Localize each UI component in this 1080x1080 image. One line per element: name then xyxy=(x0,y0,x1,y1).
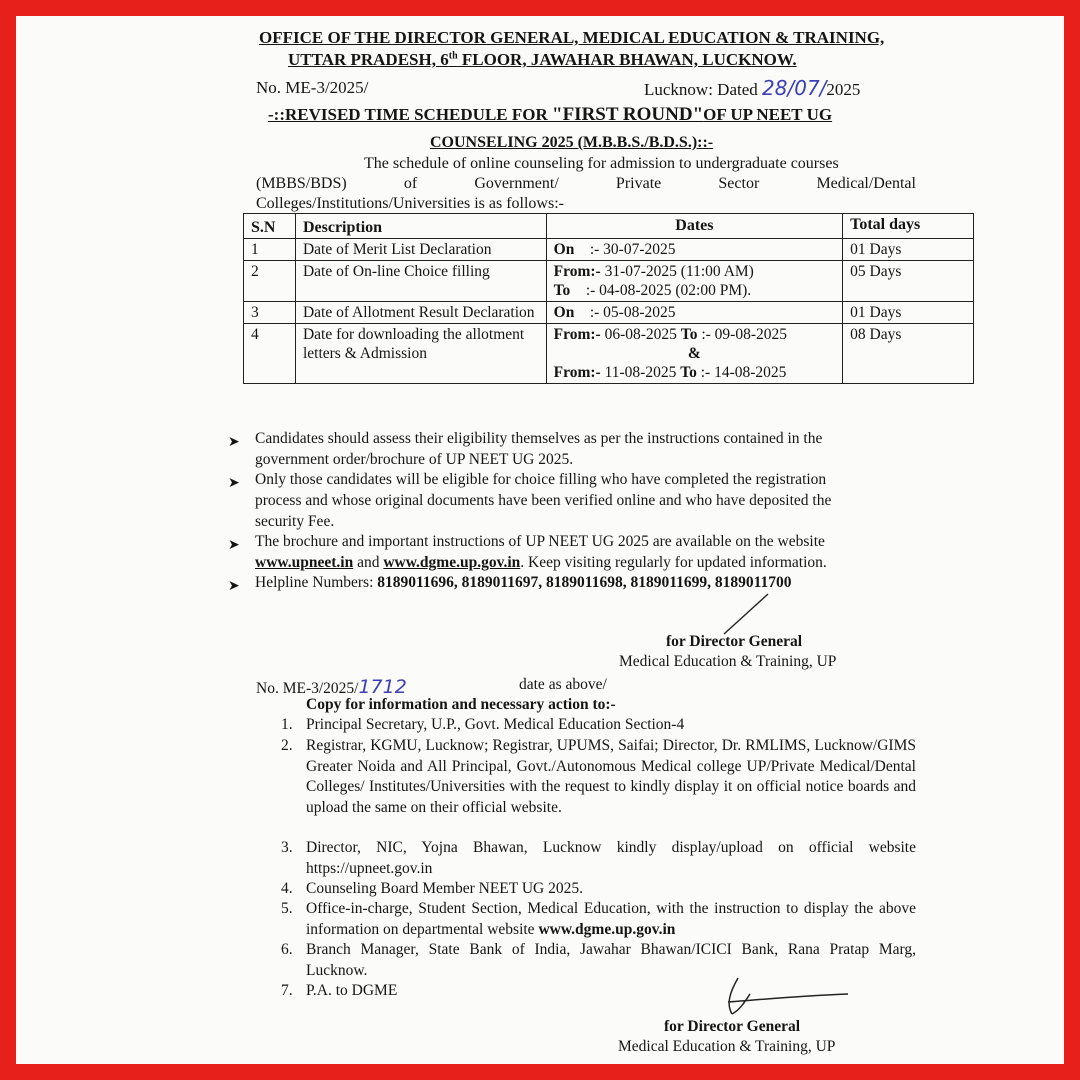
reference-number: No. ME-3/2025/ xyxy=(256,78,369,97)
row-description: Date for downloading the allotment letters & Admission xyxy=(295,324,546,384)
header-sn: S.N xyxy=(244,214,296,239)
list-item-number: 5. xyxy=(281,900,293,917)
document-page xyxy=(16,16,1064,1064)
copy-reference: No. ME-3/2025/1712 xyxy=(256,676,407,698)
handwritten-dispatch-number: 1712 xyxy=(358,676,407,698)
list-item: Office-in-charge, Student Section, Medical Education, with the instruction to display the above information on departmental website www.dgme.up.gov.in xyxy=(306,900,916,938)
list-item: Branch Manager, State Bank of India, Jawahar Bhawan/ICICI Bank, Rana Pratap Marg, Lucknow. xyxy=(306,941,916,979)
signature2-title: for Director General xyxy=(664,1018,801,1035)
table-row xyxy=(244,324,974,384)
row-sn: 2 xyxy=(244,261,296,302)
arrow-bullet-icon: ➤ xyxy=(228,434,240,450)
signature1-office: Medical Education & Training, UP xyxy=(619,653,837,670)
schedule-table xyxy=(243,213,974,384)
row-total: 05 Days xyxy=(843,261,974,302)
list-item-number: 3. xyxy=(281,839,293,856)
list-item-number: 1. xyxy=(281,716,293,733)
table-row xyxy=(244,239,974,261)
table-header-row xyxy=(244,214,974,239)
list-item: Registrar, KGMU, Lucknow; Registrar, UPUMS, Saifai; Director, Dr. RMLIMS, Lucknow/GIMS Greater Noida and All Principal, Govt./Autonomous Medical college UP/Private Medical/Dental Colleges/ Institutes/Universities with the request to kindly display it on official notice boards and upload the same on their official website. xyxy=(306,737,916,816)
signature-scribble-icon xyxy=(716,974,856,1024)
intro-line2: (MBBS/BDS) of Government/ Private Sector Medical/Dental xyxy=(256,175,916,192)
row-total: 08 Days xyxy=(843,324,974,384)
list-item: Director, NIC, Yojna Bhawan, Lucknow kindly display/upload on official website https://upneet.gov.in xyxy=(306,839,916,877)
copy-date: date as above/ xyxy=(519,676,607,693)
row-sn: 3 xyxy=(244,302,296,324)
header-dates: Dates xyxy=(546,214,843,239)
row-description: Date of Allotment Result Declaration xyxy=(295,302,546,324)
intro-line3: Colleges/Institutions/Universities is as follows:- xyxy=(256,195,564,212)
list-item-number: 4. xyxy=(281,880,293,897)
row-sn: 1 xyxy=(244,239,296,261)
row-total: 01 Days xyxy=(843,239,974,261)
office-header-line2: UTTAR PRADESH, 6th FLOOR, JAWAHAR BHAWAN, LUCKNOW. xyxy=(288,50,797,69)
office-header-line1: OFFICE OF THE DIRECTOR GENERAL, MEDICAL EDUCATION & TRAINING, xyxy=(259,28,885,47)
helpline-numbers: Helpline Numbers: 8189011696, 8189011697, 8189011698, 8189011699, 8189011700 xyxy=(255,574,792,591)
header-description: Description xyxy=(295,214,546,239)
dgme-website: www.dgme.up.gov.in xyxy=(538,920,676,938)
bullet3-line2: www.upneet.in and www.dgme.up.gov.in. Keep visiting regularly for updated information. xyxy=(255,554,827,571)
list-item-number: 6. xyxy=(281,941,293,958)
upneet-link[interactable]: www.upneet.in xyxy=(255,554,354,571)
arrow-bullet-icon: ➤ xyxy=(228,475,240,491)
list-item: P.A. to DGME xyxy=(306,982,398,999)
row-sn: 4 xyxy=(244,324,296,384)
list-item-number: 7. xyxy=(281,982,293,999)
schedule-title-line1: -::REVISED TIME SCHEDULE FOR "FIRST ROUND"OF UP NEET UG xyxy=(268,104,833,125)
row-dates: From:- 06-08-2025 To :- 09-08-2025 & From:- 11-08-2025 To :- 14-08-2025 xyxy=(546,324,843,384)
bullet2-line2: process and whose original documents have been verified online and who have deposited the xyxy=(255,492,832,509)
intro-line1: The schedule of online counseling for admission to undergraduate courses xyxy=(364,155,839,172)
table-row xyxy=(244,302,974,324)
bullet2-line3: security Fee. xyxy=(255,513,335,530)
row-dates: On :- 30-07-2025 xyxy=(546,239,843,261)
handwritten-date: 28/07/ xyxy=(762,76,827,100)
row-dates: On :- 05-08-2025 xyxy=(546,302,843,324)
bullet3-line1: The brochure and important instructions of UP NEET UG 2025 are available on the website xyxy=(255,533,825,550)
signature2-office: Medical Education & Training, UP xyxy=(618,1038,836,1055)
bullet1-line1: Candidates should assess their eligibility themselves as per the instructions contained in the xyxy=(255,430,823,447)
arrow-bullet-icon: ➤ xyxy=(228,578,240,594)
bullet1-line2: government order/brochure of UP NEET UG 2025. xyxy=(255,451,574,468)
table-row xyxy=(244,261,974,302)
row-description: Date of On-line Choice filling xyxy=(295,261,546,302)
list-item-number: 2. xyxy=(281,737,293,754)
signature1-title: for Director General xyxy=(666,633,803,650)
dated-line: Lucknow: Dated 28/07/2025 xyxy=(644,76,861,100)
arrow-bullet-icon: ➤ xyxy=(228,537,240,553)
row-dates: From:- 31-07-2025 (11:00 AM) To :- 04-08-2025 (02:00 PM). xyxy=(546,261,843,302)
row-description: Date of Merit List Declaration xyxy=(295,239,546,261)
header-total-days: Total days xyxy=(843,214,974,239)
copy-heading: Copy for information and necessary action to:- xyxy=(306,696,616,713)
bullet2-line1: Only those candidates will be eligible for choice filling who have completed the registration xyxy=(255,471,827,488)
schedule-title-line2: COUNSELING 2025 (M.B.B.S./B.D.S.)::- xyxy=(430,134,714,151)
row-total: 01 Days xyxy=(843,302,974,324)
list-item: Principal Secretary, U.P., Govt. Medical Education Section-4 xyxy=(306,716,685,733)
list-item: Counseling Board Member NEET UG 2025. xyxy=(306,880,583,897)
dgme-link[interactable]: www.dgme.up.gov.in xyxy=(383,554,521,571)
